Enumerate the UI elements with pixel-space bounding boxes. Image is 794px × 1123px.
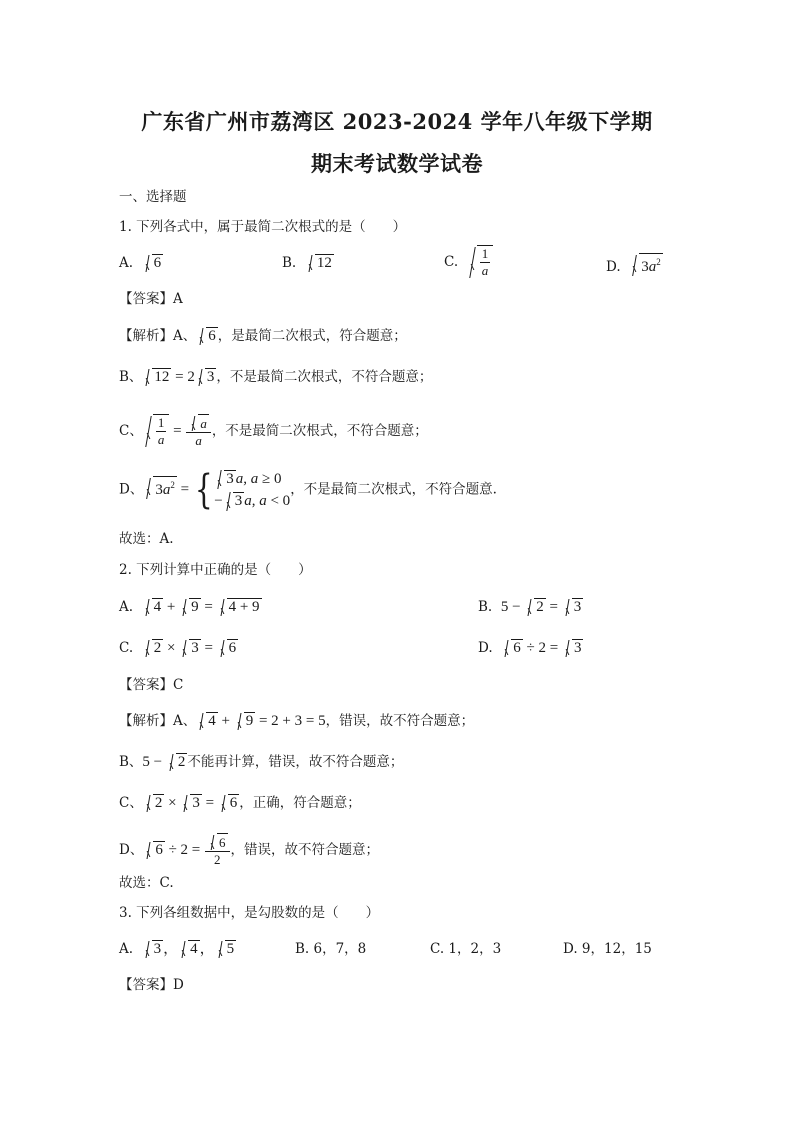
q1-explanation-b: B、 12 = 2 3 ，不是最简二次根式，不符合题意；	[119, 369, 433, 385]
q1-option-a: A. 6	[119, 255, 162, 271]
q1-option-c: C. $\frac{1}{a}$	[444, 245, 493, 279]
title-line-1: 广东省广州市荔湾区 2023-2024 学年八年级下学期	[141, 109, 653, 134]
q2-explanation-d: D、 6 ÷ 2 = $\frac{6}{2}$ ，错误，故不符合题意；	[119, 835, 380, 867]
q1-answer: 【答案】A	[119, 291, 183, 307]
q1-explanation-d: D、 $3a^2$ = { 3 a, a ≥ 0 − 3 a, a < 0 ，不是最简二次根式，不符合题意.	[119, 467, 497, 513]
q2-explanation-a: 【解析】A、 4 + 9 = 2 + 3 = 5，错误，故不符合题意；	[119, 713, 475, 729]
q3-option-d: D. 9，12，15	[563, 941, 652, 957]
q2-explanation-b: B、5 − 2 不能再计算，错误，故不符合题意；	[119, 754, 404, 770]
q1-explanation-c: C、 $\frac{1}{a}$ = $\frac{a}{a}$ ，不是最简二次根式，不符合题意；	[119, 415, 428, 448]
q1-option-b: B. 12	[282, 255, 332, 271]
q2-conclusion: 故选：C.	[119, 875, 174, 891]
q3-option-b: B. 6，7，8	[295, 941, 367, 957]
q1-explanation-a: 【解析】A、 6 ，是最简二次根式，符合题意；	[119, 328, 407, 344]
q1-conclusion: 故选：A.	[119, 531, 174, 547]
q1-option-d: D. $3a^2$	[606, 253, 663, 277]
q2-option-a: A. 4 + 9 = 4 + 9	[119, 599, 260, 615]
q2-stem: 2. 下列计算中正确的是（ ）	[119, 562, 312, 578]
q2-explanation-c: C、 2 × 3 = 6 ，正确，符合题意；	[119, 795, 361, 811]
q2-answer: 【答案】C	[119, 677, 184, 693]
q3-stem: 3. 下列各组数据中，是勾股数的是（ ）	[119, 905, 380, 921]
section-heading: 一、选择题	[119, 189, 187, 205]
q3-option-a: A. 3 ， 4 ， 5	[119, 941, 235, 957]
q2-option-d: D. 6 ÷ 2 = 3	[478, 640, 582, 656]
q3-answer: 【答案】D	[119, 977, 184, 993]
q3-option-c: C. 1，2，3	[430, 941, 502, 957]
q2-option-b: B. 5 − 2 = 3	[478, 599, 582, 615]
title-line-2: 期末考试数学试卷	[311, 151, 483, 176]
q1-stem: 1. 下列各式中，属于最简二次根式的是（ ）	[119, 219, 407, 235]
q2-option-c: C. 2 × 3 = 6	[119, 640, 237, 656]
